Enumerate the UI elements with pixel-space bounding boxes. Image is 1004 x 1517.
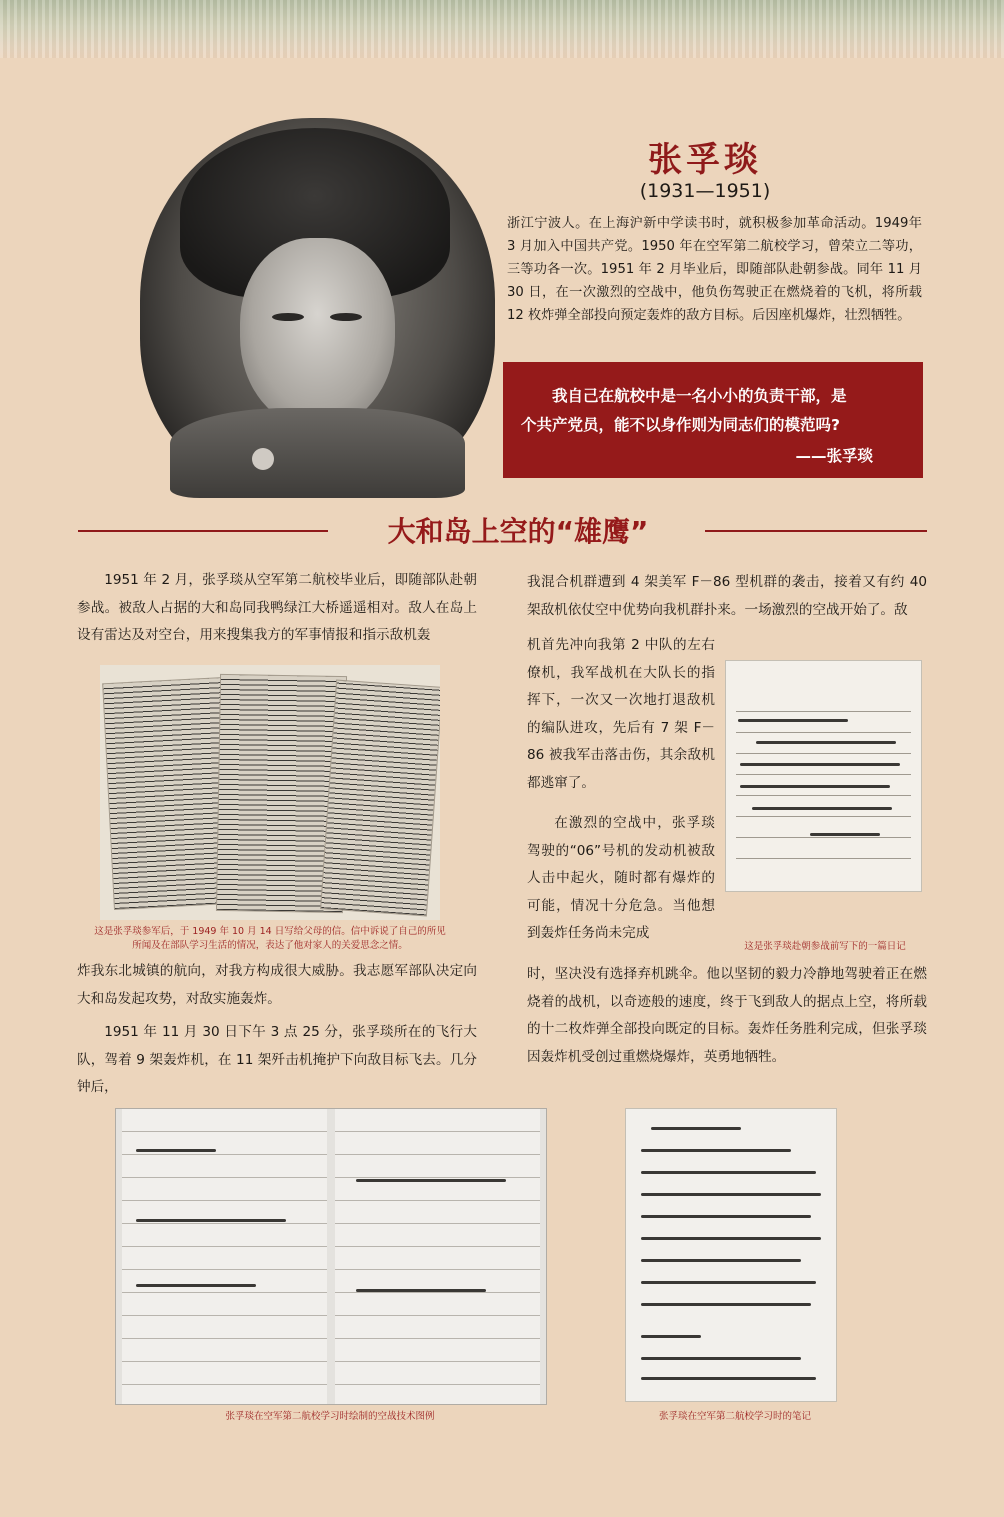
notes-handwriting-line (641, 1215, 811, 1218)
letters-photo (100, 665, 440, 920)
portrait-eye-right (330, 313, 362, 321)
portrait-button (252, 448, 274, 470)
article-paragraph-1: 1951 年 2 月，张孚琰从空军第二航校毕业后，即随部队赴朝参战。被敌人占据的大和岛同我鸭绿江大桥遥遥相对。敌人在岛上设有雷达及对空台，用来搜集我方的军事情报和指示敌机轰 (77, 572, 477, 643)
top-decorative-band (0, 0, 1004, 58)
diary-caption: 这是张孚琰赴朝参战前写下的一篇日记 (744, 941, 906, 952)
letters-caption: 这是张孚琰参军后，于 1949 年 10 月 14 日写给父母的信。信中诉说了自己的所见所闻及在部队学习生活的情况，表达了他对家人的关爱思念之情。 (94, 926, 446, 951)
diary-handwriting-line (740, 785, 890, 788)
quote-box (503, 362, 923, 478)
notes-handwriting-line (641, 1281, 816, 1284)
article-paragraph-4-continued: 时，坚决没有选择弃机跳伞。他以坚韧的毅力冷静地驾驶着正在燃烧着的战机，以奇迹般的速度，终于飞到敌人的据点上空，将所载的十二枚炸弹全部投向既定的目标。轰炸任务胜利完成，但张孚琰因轰炸机受创过重燃烧爆炸，英勇地牺牲。 (527, 966, 927, 1065)
notes-caption: 张孚琰在空军第二航校学习时的笔记 (658, 1411, 811, 1422)
quote-line-2: 个共产党员，能不以身作则为同志们的模范吗? (521, 416, 840, 434)
article-paragraph-1-continued: 炸我东北城镇的航向，对我方构成很大威胁。我志愿军部队决定向大和岛发起攻势，对敌实施轰炸。 (77, 963, 477, 1007)
notes-handwriting-line (641, 1377, 816, 1380)
title-rule-left (78, 530, 328, 532)
tactics-page-right (335, 1109, 540, 1404)
article-paragraph-3-continued: 机首先冲向我第 2 中队的左右僚机，我军战机在大队长的指挥下，一次又一次地打退敌机的编队进攻，先后有 7 架 F－86 被我军击落击伤，其余敌机都逃窜了。 (527, 637, 715, 791)
notes-handwriting-line (651, 1127, 741, 1130)
notes-handwriting-line (641, 1335, 701, 1338)
tactics-aircraft-sketch (356, 1179, 506, 1182)
title-rule-right (705, 530, 927, 532)
diary-ruled-lines (736, 691, 911, 871)
notes-handwriting-line (641, 1259, 801, 1262)
portrait-collar (170, 408, 465, 498)
tactics-page-left (122, 1109, 327, 1404)
tactics-caption: 张孚琰在空军第二航校学习时绘制的空战技术图例 (225, 1411, 435, 1422)
article-paragraph-2: 1951 年 11 月 30 日下午 3 点 25 分，张孚琰所在的飞行大队，驾着 9 架轰炸机，在 11 架歼击机掩护下向敌目标飞去。几分钟后， (77, 1024, 477, 1095)
section-title: 大和岛上空的“雄鹰” (387, 515, 649, 548)
notes-handwriting-line (641, 1149, 791, 1152)
notes-handwriting-line (641, 1193, 821, 1196)
notes-handwriting-line (641, 1171, 816, 1174)
diary-handwriting-line (752, 807, 892, 810)
person-bio: 浙江宁波人。在上海沪新中学读书时，就积极参加革命活动。1949年 3 月加入中国共产党。1950 年在空军第二航校学习，曾荣立二等功，三等功各一次。1951 年 2 月毕业后，即随部队赴朝参战。同年 11 月 30 日，在一次激烈的空战中，他负伤驾驶正在燃烧着的飞机，将所载 12 枚炸弹全部投向预定轰炸的敌方目标。后因座机爆炸，壮烈牺牲。 (507, 216, 922, 323)
tactics-aircraft-sketch (136, 1284, 256, 1287)
study-notes-photo (625, 1108, 837, 1402)
diary-photo (725, 660, 922, 892)
article-paragraph-3: 我混合机群遭到 4 架美军 F－86 型机群的袭击，接着又有约 40 架敌机依仗空中优势向我机群扑来。一场激烈的空战开始了。敌 (527, 574, 927, 618)
article-paragraph-4: 在激烈的空战中，张孚琰驾驶的“06”号机的发动机被敌人击中起火，随时都有爆炸的可能，情况十分危急。当他想到轰炸任务尚未完成 (527, 815, 715, 941)
notes-handwriting-line (641, 1237, 821, 1240)
letter-sheet-3 (320, 680, 440, 917)
portrait-eye-left (272, 313, 304, 321)
quote-line-1: 我自己在航校中是一名小小的负责干部，是 (552, 387, 847, 405)
portrait-face (240, 238, 395, 428)
person-name: 张孚琰 (648, 140, 762, 180)
tactics-diagram-photo (115, 1108, 547, 1405)
tactics-aircraft-sketch (356, 1289, 486, 1292)
diary-handwriting-line (756, 741, 896, 744)
person-years: (1931—1951) (639, 180, 771, 202)
diary-signature (810, 833, 880, 836)
diary-handwriting-line (740, 763, 900, 766)
diary-handwriting-line (738, 719, 848, 722)
quote-author: ——张孚琰 (795, 447, 873, 465)
notes-handwriting-line (641, 1303, 811, 1306)
notes-handwriting-line (641, 1357, 801, 1360)
tactics-aircraft-sketch (136, 1149, 216, 1152)
portrait-photo (140, 118, 495, 498)
tactics-aircraft-sketch (136, 1219, 286, 1222)
